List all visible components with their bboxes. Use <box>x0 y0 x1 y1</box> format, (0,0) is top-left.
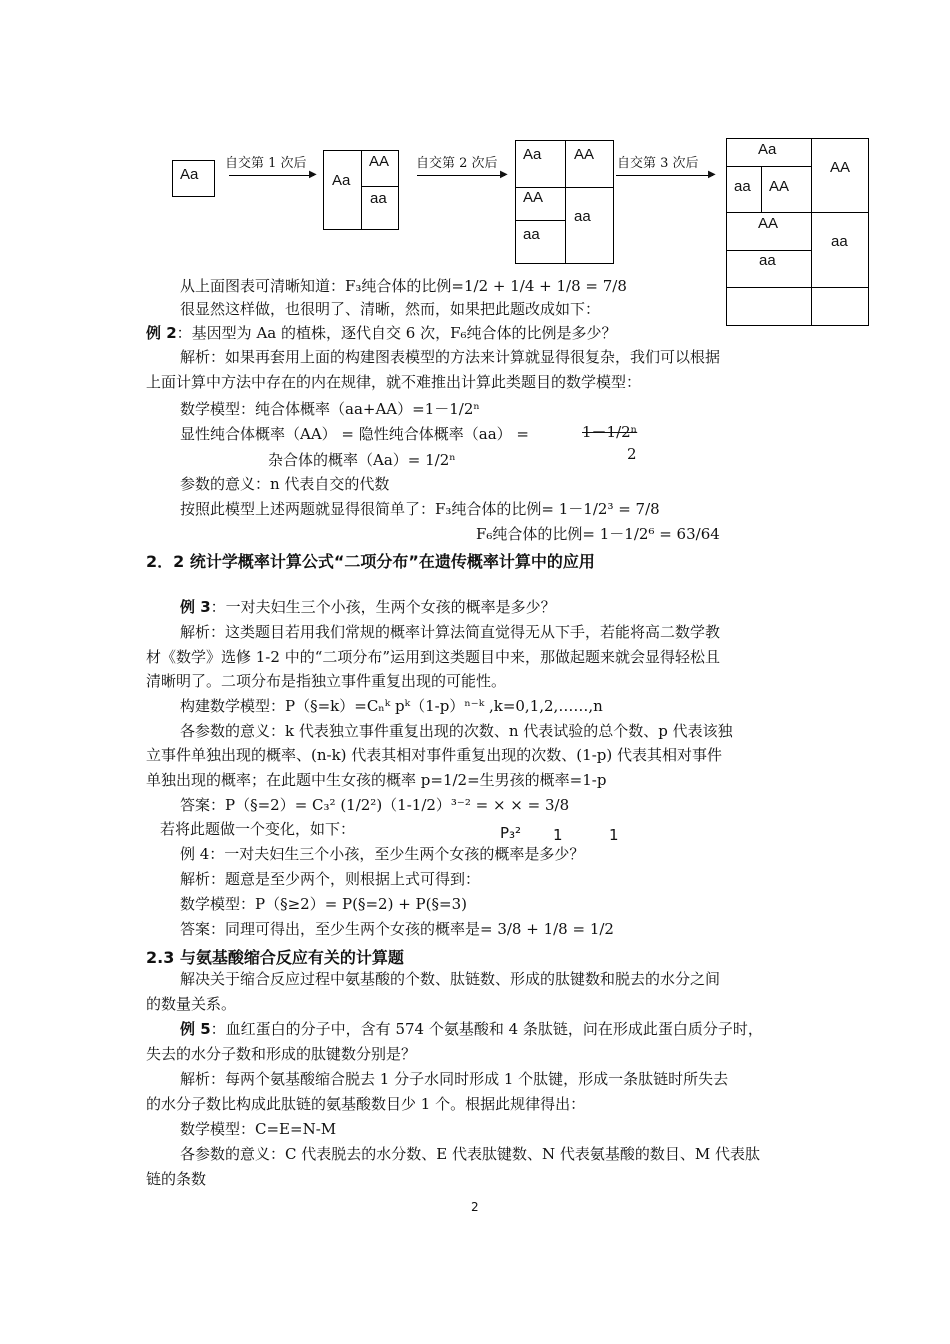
arrowhead-icon: ▶ <box>708 169 716 180</box>
fraction-numerator: 1－1/2ⁿ <box>582 423 638 441</box>
box1-bottom-right: aa <box>370 190 387 207</box>
example-label: 例 2 <box>146 324 177 342</box>
text-line: 的数量关系。 <box>146 995 237 1013</box>
example-3: 例 3：一对夫妇生三个小孩，生两个女孩的概率是多少？ <box>180 598 556 616</box>
example-2: 例 2：基因型为 Aa 的植株，逐代自交 6 次，F₆纯合体的比例是多少？ <box>146 324 617 342</box>
fraction-denominator: 2 <box>627 445 637 463</box>
example-label: 例 5 <box>180 1020 211 1038</box>
box3-right-top: AA <box>830 159 851 176</box>
example-label: 例 3 <box>180 598 211 616</box>
box2-tr: AA <box>574 146 595 163</box>
fraction-part: P₃² <box>500 824 522 842</box>
fraction-part: 1 <box>553 826 563 844</box>
text-line: 上面计算中方法中存在的内在规律，就不难推出计算此类题目的数学模型： <box>146 373 642 391</box>
box2-mr: aa <box>574 208 591 225</box>
text-line: 解析：这类题目若用我们常规的概率计算法简直觉得无从下手，若能将高二数学教 <box>180 623 721 641</box>
text-line: 答案：同理可得出，至少生两个女孩的概率是= 3/8 + 1/8 = 1/2 <box>180 920 614 938</box>
text-line: 各参数的意义：C 代表脱去的水分数、E 代表肽键数、N 代表氨基酸的数目、M 代表肽 <box>180 1145 760 1163</box>
text-line: 按照此模型上述两题就显得很简单了：F₃纯合体的比例= 1－1/2³ = 7/8 <box>180 500 660 518</box>
text-line: 解析：每两个氨基酸缩合脱去 1 分子水同时形成 1 个肽键，形成一条肽链时所失去 <box>180 1070 729 1088</box>
box3-row2a: aa <box>734 178 751 195</box>
text-line: 清晰明了。二项分布是指独立事件重复出现的可能性。 <box>146 672 507 690</box>
box1-top-right: AA <box>369 153 390 170</box>
text-line: 解析：如果再套用上面的构建图表模型的方法来计算就显得很复杂，我们可以根据 <box>180 348 721 366</box>
arrow-1 <box>229 175 314 176</box>
text-line: 很显然这样做，也很明了、清晰，然而，如果把此题改成如下： <box>180 300 601 318</box>
math-model: 数学模型：纯合体概率（aa+AA）=1－1/2ⁿ <box>180 400 480 418</box>
text-line: 立事件单独出现的概率、(n-k) 代表其相对事件重复出现的次数、(1-p) 代表其相对事件 <box>146 746 722 764</box>
arrow-3 <box>616 175 713 176</box>
text-line: 各参数的意义：k 代表独立事件重复出现的次数、n 代表试验的总个数、p 代表该独 <box>180 722 733 740</box>
box0-label: Aa <box>180 166 199 183</box>
text-line: 构建数学模型：P（§=k）=Cₙᵏ pᵏ（1-p）ⁿ⁻ᵏ ,k=0,1,2,……,n <box>180 697 603 715</box>
text-line: 材《数学》选修 1-2 中的“二项分布”运用到这类题目中来，那做起题来就会显得轻松且 <box>146 648 721 666</box>
box1-left: Aa <box>332 172 351 189</box>
arrowhead-icon: ▶ <box>500 169 508 180</box>
arrowhead-icon: ▶ <box>309 169 317 180</box>
page-number: 2 <box>471 1200 479 1214</box>
example-5: 例 5：血红蛋白的分子中，含有 574 个氨基酸和 4 条肽链，问在形成此蛋白质分子时， <box>180 1020 763 1038</box>
text-line: 解析：题意是至少两个，则根据上式可得到： <box>180 870 481 888</box>
math-model: 杂合体的概率（Aa）= 1/2ⁿ <box>268 451 456 469</box>
text-line: 数学模型：P（§≥2）= P(§=2) + P(§=3) <box>180 895 467 913</box>
box3-top: Aa <box>758 141 777 158</box>
fraction-part: 1 <box>609 826 619 844</box>
section-heading: 2．2 统计学概率计算公式“二项分布”在遗传概率计算中的应用 <box>146 552 595 571</box>
text-line: 答案：P（§=2）= C₃² (1/2²)（1-1/2）³⁻² = × × = 3/8 <box>180 796 570 814</box>
text-line: 数学模型：C=E=N-M <box>180 1120 337 1138</box>
text-line: F₆纯合体的比例= 1－1/2⁶ = 63/64 <box>476 525 720 543</box>
text-line: 解决关于缩合反应过程中氨基酸的个数、肽链数、形成的肽键数和脱去的水分之间 <box>180 970 721 988</box>
box3-right-mid: aa <box>831 233 848 250</box>
arrow-2 <box>417 175 505 176</box>
example-4: 例 4：一对夫妇生三个小孩，至少生两个女孩的概率是多少？ <box>180 845 585 863</box>
box3-row4: aa <box>759 252 776 269</box>
box2-tl: Aa <box>523 146 542 163</box>
text-line: 单独出现的概率；在此题中生女孩的概率 p=1/2=生男孩的概率=1-p <box>146 771 607 789</box>
box2-bl: aa <box>523 226 540 243</box>
math-model: 显性纯合体概率（AA） = 隐性纯合体概率（aa） = <box>180 425 529 443</box>
box3-row2b: AA <box>769 178 790 195</box>
text-line: 参数的意义：n 代表自交的代数 <box>180 475 390 493</box>
text-line: 若将此题做一个变化，如下： <box>160 820 356 838</box>
text-line: 失去的水分子数和形成的肽键数分别是？ <box>146 1045 417 1063</box>
section-heading: 2.3 与氨基酸缩合反应有关的计算题 <box>146 948 404 967</box>
arrow-2-label: 自交第 2 次后 <box>416 156 498 171</box>
text-line: 的水分子数比构成此肽链的氨基酸数目少 1 个。根据此规律得出： <box>146 1095 586 1113</box>
arrow-3-label: 自交第 3 次后 <box>617 156 699 171</box>
box2-ml: AA <box>523 189 544 206</box>
text-line: 从上面图表可清晰知道：F₃纯合体的比例=1/2 + 1/4 + 1/8 = 7/8 <box>180 277 627 295</box>
box3-row3: AA <box>758 215 779 232</box>
arrow-1-label: 自交第 1 次后 <box>225 156 307 171</box>
text-line: 链的条数 <box>146 1170 207 1188</box>
